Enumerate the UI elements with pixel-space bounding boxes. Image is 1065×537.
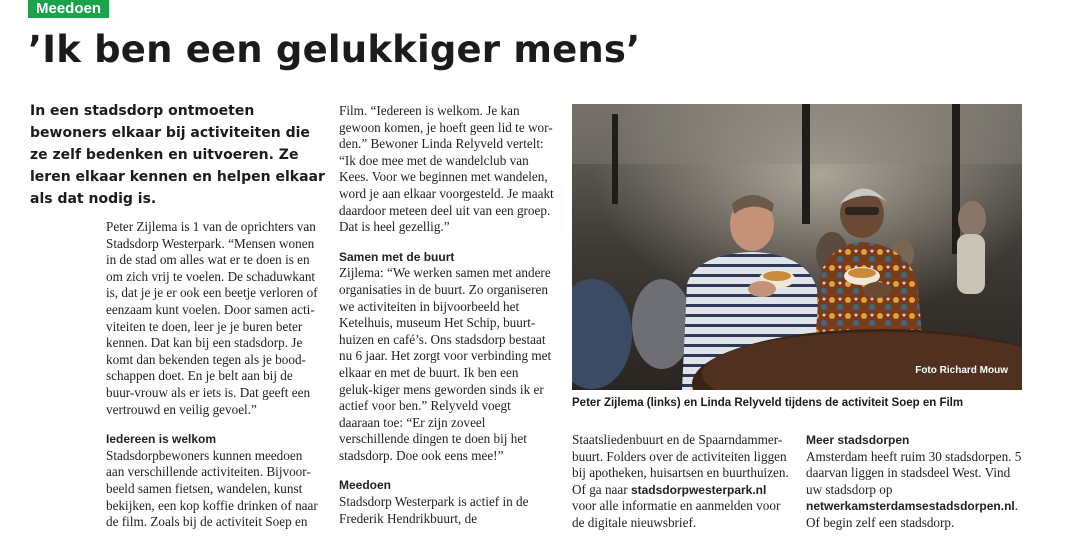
intro-paragraph: In een stadsdorp ontmoeten bewoners elkaar bij activiteiten die ze zelf bedenken en uitvoeren. Ze leren elkaar kennen en helpen elkaar als dat nodig is. — [30, 103, 325, 207]
website-link-stadsdorpwesterpark[interactable]: stadsdorpwesterpark.nl — [630, 482, 767, 497]
body-paragraph: Stadsdorpbewoners kunnen meedoen aan verschillende activiteiten. Bijvoor-beeld samen fietsen, wandelen, kunst bekijken, een kop koffie drinken of naar de film. Zoals bij de activiteit Soep en — [106, 447, 318, 530]
headline: ’Ik ben een gelukkiger mens’ — [28, 28, 641, 71]
column-4 — [806, 432, 1024, 532]
article-photo — [572, 104, 1022, 390]
column-1 — [106, 219, 320, 531]
subheading-iedereen-welkom: Iedereen is welkom — [106, 432, 217, 447]
website-link-netwerk[interactable]: netwerkamsterdamsestadsdorpen.nl — [806, 499, 1015, 514]
photo-caption: Peter Zijlema (links) en Linda Relyveld tijdens de activiteit Soep en Film — [572, 397, 964, 409]
photo-credit: Foto Richard Mouw — [915, 365, 1008, 376]
column-3 — [572, 432, 790, 532]
subheading-samen-met-buurt: Samen met de buurt — [339, 249, 455, 264]
body-paragraph: Zijlema: “We werken samen met andere organisaties in de buurt. Zo organiseren we activiteiten in bijvoorbeeld het Ketelhuis, museum Het Schip, buurt-huizen en café’s. Ons stadsdorp bestaat nu 6 jaar. Het zorgt voor verbinding met elkaar en met de buurt. Ik ben een geluk-kiger mens geworden sinds ik er actief voor ben.” Relyveld voegt daaraan toe: “Er zijn zoveel verschillende dingen te doen bij het stadsdorp. Doe ook eens mee!” — [339, 265, 552, 463]
body-paragraph: Film. “Iedereen is welkom. Je kan gewoon komen, je hoeft geen lid te wor-den.” Bewoner Linda Relyveld vertelt: “Ik doe mee met de wandelclub van Kees. Voor we beginnen met wandelen, word je aan elkaar voorgesteld. Je maakt daardoor meteen deel uit van een groep. Dat is heel gezellig.” — [339, 103, 554, 235]
column-2 — [339, 103, 554, 527]
section-tag: Meedoen — [28, 0, 109, 18]
subheading-meer-stadsdorpen: Meer stadsdorpen — [806, 433, 910, 447]
body-paragraph: Staatsliedenbuurt en de Spaarndammer-buurt. Folders over de activiteiten liggen bij apotheken, huisartsen en buurthuizen. Of ga naar stadsdorpwesterpark.nl voor alle informatie en aanmelden voor de digitale nieuwsbrief. — [572, 432, 789, 530]
body-paragraph: Stadsdorp Westerpark is actief in de Frederik Hendrikbuurt, de — [339, 494, 529, 526]
body-paragraph: Peter Zijlema is 1 van de oprichters van Stadsdorp Westerpark. “Mensen wonen in de stad om alles wat er te doen is en om zich vrij te voelen. De schaduwkant is, dat je je er ook een beetje verloren of eenzaam kunt voelen. Door samen acti-viteiten te doen, leer je je buren beter kennen. Dat kan bij een stadsdorp. Je komt dan bekenden tegen als je bood-schappen doet. En je belt aan bij de buur-vrouw als er iets is. Dat geeft een vertrouwd en veilig gevoel.” — [106, 219, 318, 417]
subheading-meedoen: Meedoen — [339, 478, 392, 493]
cafe-scene-photo — [572, 104, 1022, 390]
body-paragraph: Amsterdam heeft ruim 30 stadsdorpen. 5 daarvan liggen in stadsdeel West. Vind uw stadsdorp op netwerkamsterdamsestadsdorpen.nl. Of begin zelf een stadsdorp. — [806, 448, 1022, 530]
